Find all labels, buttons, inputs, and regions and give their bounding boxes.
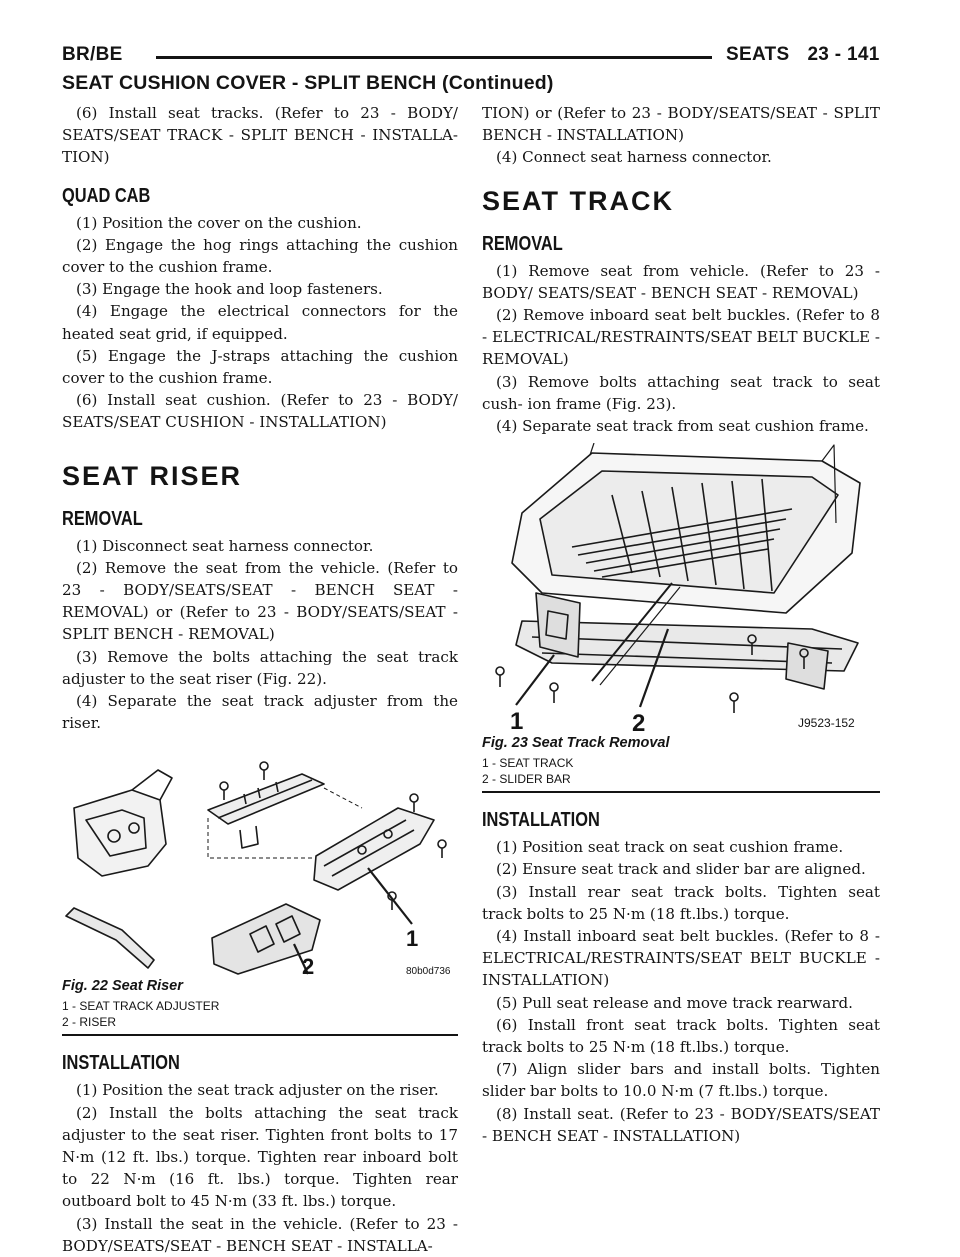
step: (2) Ensure seat track and slider bar are aligned. [496, 860, 866, 879]
callout-1: 1 [510, 708, 524, 734]
seat-riser-installation-heading: INSTALLATION [62, 1052, 180, 1075]
seat-riser-title: SEAT RISER [62, 460, 243, 491]
seat-riser-illustration [62, 748, 458, 976]
seat-track-installation-heading: INSTALLATION [482, 809, 600, 832]
header-subtitle: SEAT CUSHION COVER - SPLIT BENCH (Continued) [62, 72, 554, 94]
figure-22 [62, 748, 458, 1036]
step: (2) Engage the hog rings attaching the cushion cover to the cushion frame. [62, 235, 458, 277]
callout-2: 2 [632, 710, 646, 734]
legend-item: 2 - RISER [62, 1015, 117, 1030]
step: (2) Remove inboard seat belt buckles. (Refer to 8 - ELECTRICAL/RESTRAINTS/SEAT BELT BUCKLE - REMOVAL) [482, 306, 880, 369]
step: (2) Remove the seat from the vehicle. (Refer to 23 - BODY/SEATS/SEAT - BENCH SEAT - REMOVAL) or (Refer to 23 - BODY/SEATS/SEAT - SPLIT BENCH - REMOVAL) [62, 558, 458, 644]
seat-track-illustration [482, 443, 880, 733]
figure-title: Fig. 22 Seat Riser [62, 978, 183, 995]
figure-23 [482, 443, 880, 793]
legend-item: 1 - SEAT TRACK [482, 756, 574, 771]
left-column [62, 102, 458, 1257]
step: (5) Engage the J-straps attaching the cushion cover to the cushion frame. [62, 346, 458, 388]
figure-code: J9523-152 [798, 716, 855, 731]
step: (1) Position the cover on the cushion. [76, 213, 362, 232]
callout-1: 1 [406, 926, 419, 952]
header-section [726, 44, 880, 66]
legend-item: 2 - SLIDER BAR [482, 772, 571, 787]
figure-title: Fig. 23 Seat Track Removal [482, 735, 670, 752]
figure-rule [482, 791, 880, 793]
step: (4) Connect seat harness connector. [496, 148, 772, 167]
figure-code: 80b0d736 [406, 966, 451, 977]
step: (4) Engage the electrical connectors for the heated seat grid, if equipped. [62, 302, 458, 343]
step: (2) Install the bolts attaching the seat track adjuster to the seat riser. Tighten front bolts to 17 N·m (12 ft. lbs.) torque. Tighten rear inboard bolt to 22 N·m (16 ft. lbs.) torque. Tighten rear outboard bolt to 45 N·m (33 ft. lbs.) torque. [62, 1103, 458, 1211]
step: (3) Install rear seat track bolts. Tighten seat track bolts to 25 N·m (18 ft.lbs.) torque. [482, 882, 880, 923]
step: (6) Install seat cushion. (Refer to 23 - BODY/ SEATS/SEAT CUSHION - INSTALLATION) [62, 391, 458, 432]
seat-riser-removal-heading: REMOVAL [62, 507, 143, 530]
step: (7) Align slider bars and install bolts. Tighten slider bar bolts to 10.0 N·m (7 ft.lbs.) torque. [482, 1060, 880, 1101]
step: (1) Position the seat track adjuster on the riser. [76, 1081, 439, 1100]
header-rule [156, 56, 712, 59]
step: (3) Remove the bolts attaching the seat track adjuster to the seat riser (Fig. 22). [62, 647, 458, 688]
quad-cab-heading: QUAD CAB [62, 184, 151, 207]
callout-2: 2 [302, 954, 315, 977]
step: (1) Remove seat from vehicle. (Refer to 23 - BODY/ SEATS/SEAT - BENCH SEAT - REMOVAL) [482, 261, 880, 302]
step: (1) Disconnect seat harness connector. [76, 536, 374, 555]
step: (5) Pull seat release and move track rearward. [496, 993, 853, 1012]
step: (3) Engage the hook and loop fasteners. [76, 280, 383, 299]
seat-track-removal-heading: REMOVAL [482, 232, 563, 255]
continued-step: TION) or (Refer to 23 - BODY/SEATS/SEAT - SPLIT BENCH - INSTALLATION) [482, 104, 880, 145]
step: (4) Separate the seat track adjuster from the riser. [62, 692, 458, 733]
intro-step: (6) Install seat tracks. (Refer to 23 - BODY/ SEATS/SEAT TRACK - SPLIT BENCH - INSTALLA- TION) [62, 104, 458, 167]
step: (6) Install front seat track bolts. Tighten seat track bolts to 25 N·m (18 ft.lbs.) torque. [482, 1015, 880, 1057]
step: (4) Separate seat track from seat cushion frame. [496, 417, 869, 436]
step: (4) Install inboard seat belt buckles. (Refer to 8 - ELECTRICAL/RESTRAINTS/SEAT BELT BUCKLE - INSTALLATION) [482, 927, 880, 990]
header-section-name: SEATS [726, 44, 790, 65]
step: (1) Position seat track on seat cushion frame. [496, 838, 844, 857]
step: (3) Remove bolts attaching seat track to seat cush- ion frame (Fig. 23). [482, 372, 880, 413]
right-column [482, 102, 880, 1147]
header-page-number: 23 - 141 [807, 44, 880, 65]
figure-rule [62, 1034, 458, 1036]
step: (3) Install the seat in the vehicle. (Refer to 23 - BODY/SEATS/SEAT - BENCH SEAT - INSTALLA- [62, 1214, 458, 1255]
legend-item: 1 - SEAT TRACK ADJUSTER [62, 999, 220, 1014]
step: (8) Install seat. (Refer to 23 - BODY/SEATS/SEAT - BENCH SEAT - INSTALLATION) [482, 1104, 880, 1145]
header-model: BR/BE [62, 44, 123, 65]
seat-track-title: SEAT TRACK [482, 185, 674, 216]
